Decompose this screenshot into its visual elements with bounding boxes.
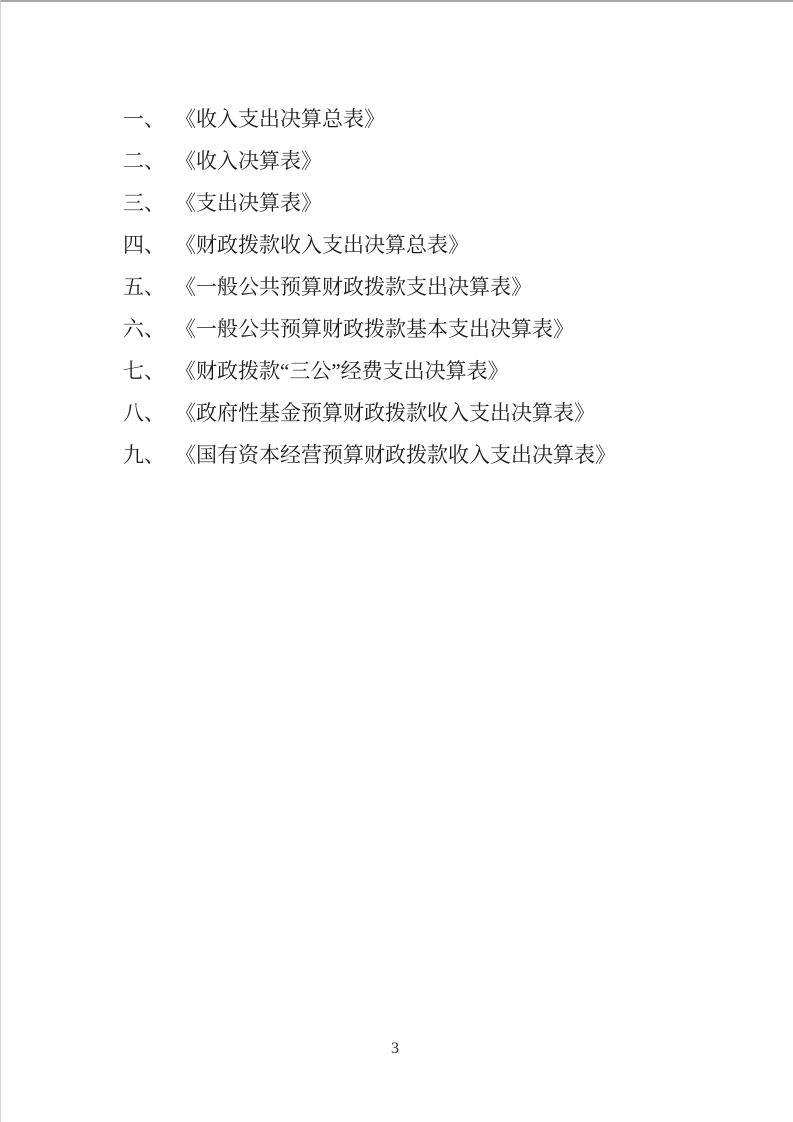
list-item: [123, 224, 753, 266]
list-item-number: 六、: [123, 317, 165, 341]
list-item: [123, 350, 753, 392]
list-item-title: 《收入决算表》: [175, 149, 322, 173]
list-item: [123, 182, 753, 224]
list-item-number: 八、: [123, 401, 165, 425]
list-item-title: 《政府性基金预算财政拨款收入支出决算表》: [175, 401, 595, 425]
table-list: [1, 2, 793, 476]
list-item-title: 《支出决算表》: [175, 191, 322, 215]
list-item-title: 《一般公共预算财政拨款支出决算表》: [175, 275, 532, 299]
list-item-title: 《财政拨款“三公”经费支出决算表》: [175, 359, 509, 383]
list-item-number: 四、: [123, 233, 165, 257]
list-item-number: 三、: [123, 191, 165, 215]
list-item: [123, 434, 753, 476]
list-item-number: 二、: [123, 149, 165, 173]
list-item-number: 九、: [123, 443, 165, 467]
list-item-title: 《一般公共预算财政拨款基本支出决算表》: [175, 317, 574, 341]
list-item: [123, 140, 753, 182]
list-item-title: 《财政拨款收入支出决算总表》: [175, 233, 469, 257]
list-item-number: 五、: [123, 275, 165, 299]
list-item: [123, 308, 753, 350]
list-item-title: 《国有资本经营预算财政拨款收入支出决算表》: [175, 443, 616, 467]
list-item: [123, 392, 753, 434]
page-number: 3: [391, 1040, 399, 1057]
list-item-number: 一、: [123, 107, 165, 131]
list-item: [123, 98, 753, 140]
list-item-number: 七、: [123, 359, 165, 383]
list-item: [123, 266, 753, 308]
list-item-title: 《收入支出决算总表》: [175, 107, 385, 131]
